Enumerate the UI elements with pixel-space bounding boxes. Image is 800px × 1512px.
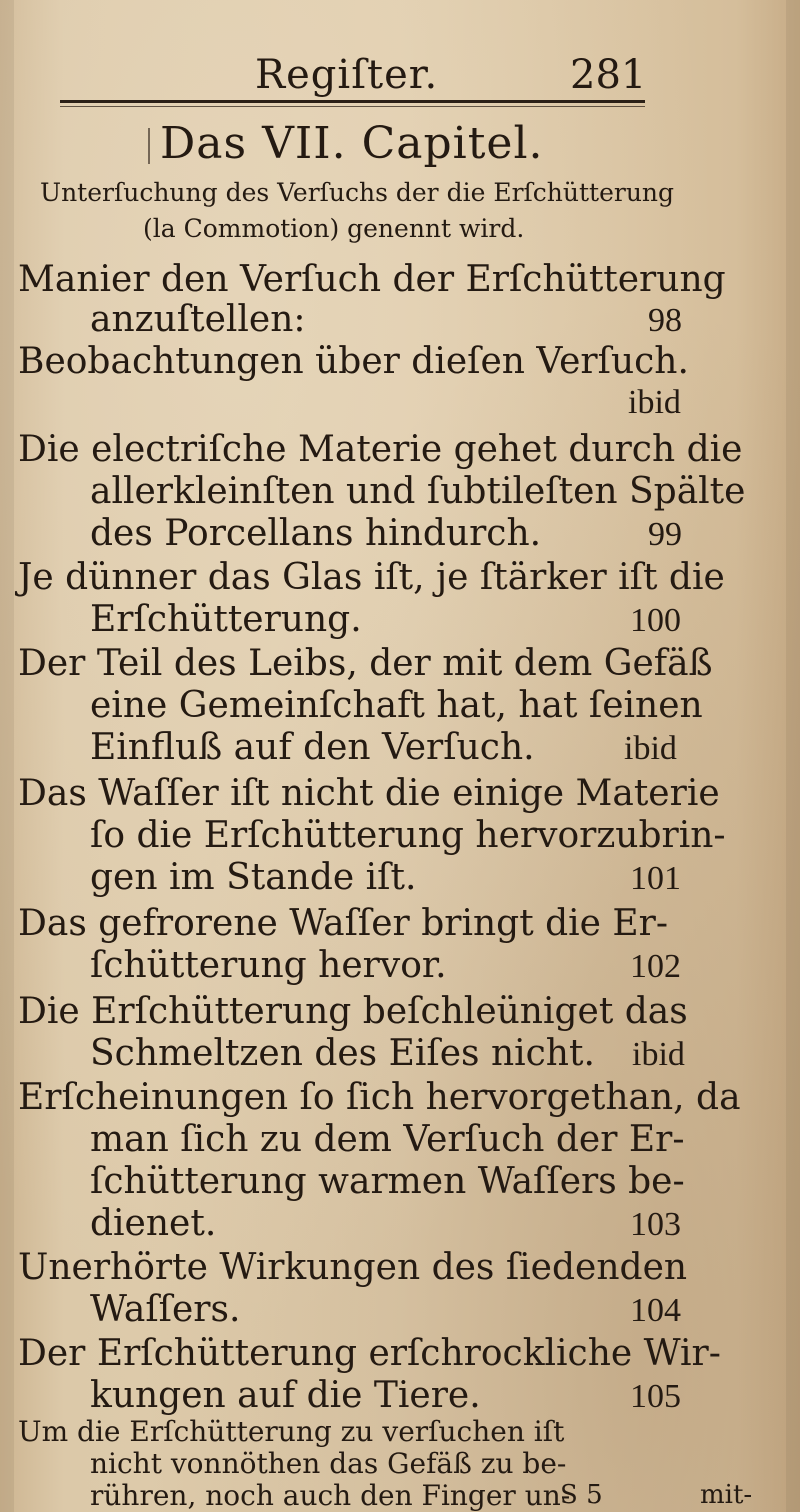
page-number: 281 <box>570 52 647 98</box>
index-entry-line: Waſſers. <box>90 1289 241 1330</box>
index-entry-line: man ſich zu dem Verſuch der Er- <box>90 1119 685 1160</box>
running-header <box>0 44 800 104</box>
index-entry-page: 104 <box>630 1292 681 1329</box>
index-entry-line: Einfluß auf den Verſuch. <box>90 727 535 768</box>
index-entry-page: ibid <box>624 730 677 767</box>
index-entry-line: eine Gemeinſchaft hat, hat ſeinen <box>90 685 703 726</box>
index-entry-line: Die electriſche Materie gehet durch die <box>18 429 743 470</box>
index-entry-page: 103 <box>630 1206 681 1243</box>
index-entry-page: ibid <box>632 1036 685 1073</box>
index-entry-line: Schmeltzen des Eiſes nicht. <box>90 1033 595 1074</box>
index-entry-page: 102 <box>630 948 681 985</box>
index-entry-line: dienet. <box>90 1203 217 1244</box>
index-entry-page: 101 <box>630 860 681 897</box>
index-entry-page: 99 <box>648 516 682 553</box>
index-entry-line: Der Teil des Leibs, der mit dem Gefäß <box>18 643 713 684</box>
index-entry-page: 98 <box>648 302 682 339</box>
index-entry-line: Manier den Verſuch der Erſchütterung <box>18 259 726 300</box>
index-entry-line: ſo die Erſchütterung hervorzubrin- <box>90 815 726 856</box>
index-entry-line: Der Erſchütterung erſchrockliche Wir- <box>18 1333 721 1374</box>
index-entry-line: Erſchütterung. <box>90 599 362 640</box>
index-entry-line: Das gefrorene Waſſer bringt die Er- <box>18 903 669 944</box>
header-rule-thin <box>60 106 645 107</box>
index-entry-line: rühren, noch auch den Finger un- <box>90 1479 571 1512</box>
page-edge-shadow-right <box>786 0 800 1512</box>
index-entry-line: ſchütterung warmen Waſſers be- <box>90 1161 685 1202</box>
page-edge-shadow <box>0 0 14 1512</box>
index-entry-line: des Porcellans hindurch. <box>90 513 542 554</box>
chapter-title: Das VII. Capitel. <box>160 118 544 169</box>
header-title: Regiſter. <box>255 52 439 98</box>
chapter-mark <box>148 128 150 164</box>
index-entry-line: Das Waſſer iſt nicht die einige Materie <box>18 773 720 814</box>
index-entry-line: Die Erſchütterung beſchleüniget das <box>18 991 688 1032</box>
index-entry-line: Je dünner das Glas iſt, je ſtärker iſt die <box>18 557 725 598</box>
index-entry-page: 100 <box>630 602 681 639</box>
catchword: mit- <box>700 1480 753 1510</box>
index-entry-line: Beobachtungen über dieſen Verſuch. <box>18 341 689 382</box>
index-entry-line: kungen auf die Tiere. <box>90 1375 481 1416</box>
index-entry-line: Erſcheinungen ſo ſich hervorgethan, da <box>18 1077 741 1118</box>
index-entry-line: allerkleinſten und ſubtileſten Spälte <box>90 471 746 512</box>
index-entry-line: gen im Stande iſt. <box>90 857 417 898</box>
index-entry-page: 105 <box>630 1378 681 1415</box>
index-entry-line: Unerhörte Wirkungen des ſiedenden <box>18 1247 688 1288</box>
index-entry-line: nicht vonnöthen das Gefäß zu be- <box>90 1447 567 1480</box>
index-entry-line: anzuſtellen: <box>90 299 306 340</box>
index-entry-line: ſchütterung hervor. <box>90 945 447 986</box>
index-entry-page: ibid <box>628 384 681 421</box>
chapter-subtitle-line-2: (la Commotion) genennt wird. <box>143 214 525 243</box>
index-entry-line: Um die Erſchütterung zu verſuchen iſt <box>18 1415 565 1448</box>
chapter-subtitle-line-1: Unterſuchung des Verſuchs der die Erſchütterung <box>40 178 675 207</box>
header-rule <box>60 100 645 103</box>
signature-mark: S 5 <box>560 1480 603 1510</box>
